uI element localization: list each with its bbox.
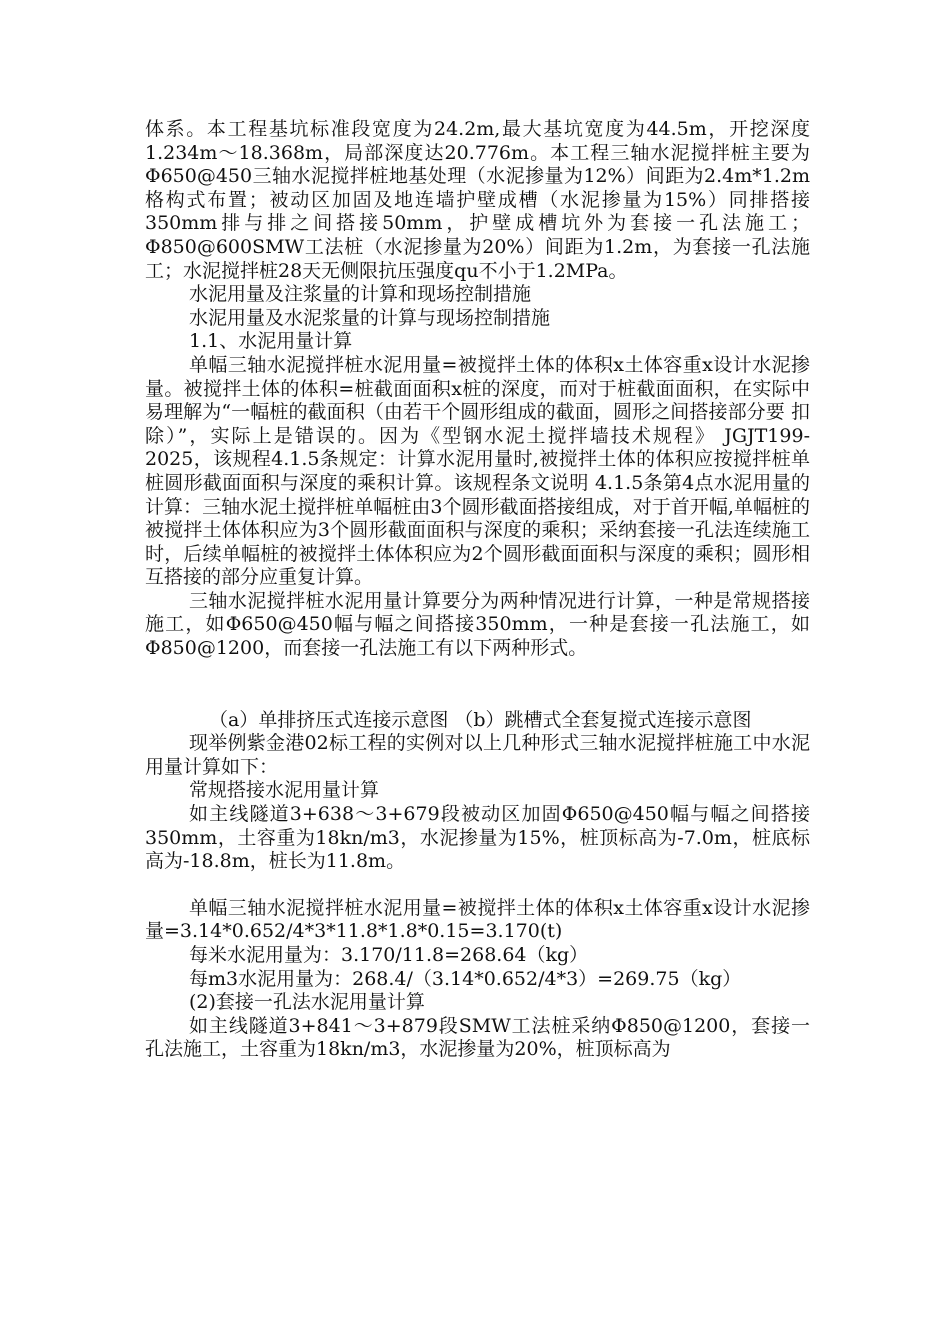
heading-cement-slurry: 水泥用量及水泥浆量的计算与现场控制措施 (189, 306, 551, 329)
paragraph-per-cubic-meter: 每m3水泥用量为：268.4/（3.14*0.652/4*3）=269.75（kg） (189, 967, 742, 990)
heading-section-1-1: 1.1、水泥用量计算 (189, 330, 353, 353)
paragraph-example-intro: 现举例紫金港02标工程的实例对以上几种形式三轴水泥搅拌桩施工中水泥用量计算如下： (145, 732, 810, 778)
paragraph-regular-example: 如主线隧道3+638～3+679段被动区加固Φ650@450幅与幅之间搭接350mm，土容重为18kn/m3，水泥掺量为15%，桩顶标高为-7.0m，桩底标高为-18.8m，桩长为11.8m。 (145, 803, 810, 873)
heading-cement-grouting: 水泥用量及注浆量的计算和现场控制措施 (189, 283, 532, 306)
heading-socket-method: (2)套接一孔法水泥用量计算 (189, 991, 425, 1014)
paragraph-per-meter: 每米水泥用量为：3.170/11.8=268.64（kg） (189, 944, 589, 966)
paragraph-calculation-rule: 单幅三轴水泥搅拌桩水泥用量=被搅拌土体的体积x土体容重x设计水泥掺量。被搅拌土体的体积=桩截面面积x桩的深度，而对于桩截面面积，在实际中易理解为“一幅桩的截面积（由若干个圆形组成的截面，圆形之间搭接部分要 扣除）”，实际上是错误的。因为《型钢水泥土搅拌墙技术规程》 JGJT199-2025，该规程4.1.5条规定：计算水泥用量时,被搅拌土体的体积应按搅拌桩单桩圆形截面面积与深度的乘积计算。该规程条文说明 4.1.5条第4点水泥用量的计算：三轴水泥土搅拌桩单幅桩由3个圆形截面搭接组成，对于首开幅,单幅桩的被搅拌土体体积应为3个圆形截面面积与深度的乘积；采纳套接一孔法连续施工时，后续单幅桩的被搅拌土体体积应为2个圆形截面面积与深度的乘积；圆形相互搭接的部分应重复计算。 (145, 353, 810, 589)
figure-caption: （a）单排挤压式连接示意图 （b）跳槽式全套复搅式连接示意图 (209, 708, 752, 731)
blank-line (145, 874, 810, 897)
figure-space (145, 661, 810, 709)
paragraph-project-overview: 体系。本工程基坑标准段宽度为24.2m,最大基坑宽度为44.5m，开挖深度1.234m～18.368m，局部深度达20.776m。本工程三轴水泥搅拌桩主要为Φ650@450三轴水泥搅拌桩地基处理（水泥掺量为12%）间距为2.4m*1.2m格构式布置；被动区加固及地连墙护壁成槽（水泥掺量为15%）同排搭接350mm排与排之间搭接50mm，护壁成槽坑外为套接一孔法施工；Φ850@600SMW工法桩（水泥掺量为20%）间距为1.2m，为套接一孔法施工；水泥搅拌桩28天无侧限抗压强度qu不小于1.2MPa。 (145, 118, 810, 282)
heading-regular-lap: 常规搭接水泥用量计算 (189, 779, 380, 802)
paragraph-socket-example: 如主线隧道3+841～3+879段SMW工法桩采纳Φ850@1200，套接一孔法施工，土容重为18kn/m3，水泥掺量为20%，桩顶标高为 (145, 1014, 810, 1061)
paragraph-formula: 单幅三轴水泥搅拌桩水泥用量=被搅拌土体的体积x土体容重x设计水泥掺量=3.14*0.652/4*3*11.8*1.8*0.15=3.170(t) (145, 896, 810, 943)
document-page (145, 118, 810, 1062)
paragraph-two-cases: 三轴水泥搅拌桩水泥用量计算要分为两种情况进行计算，一种是常规搭接施工，如Φ650@450幅与幅之间搭接350mm，一种是套接一孔法施工，如Φ850@1200，而套接一孔法施工有以下两种形式。 (145, 589, 810, 660)
